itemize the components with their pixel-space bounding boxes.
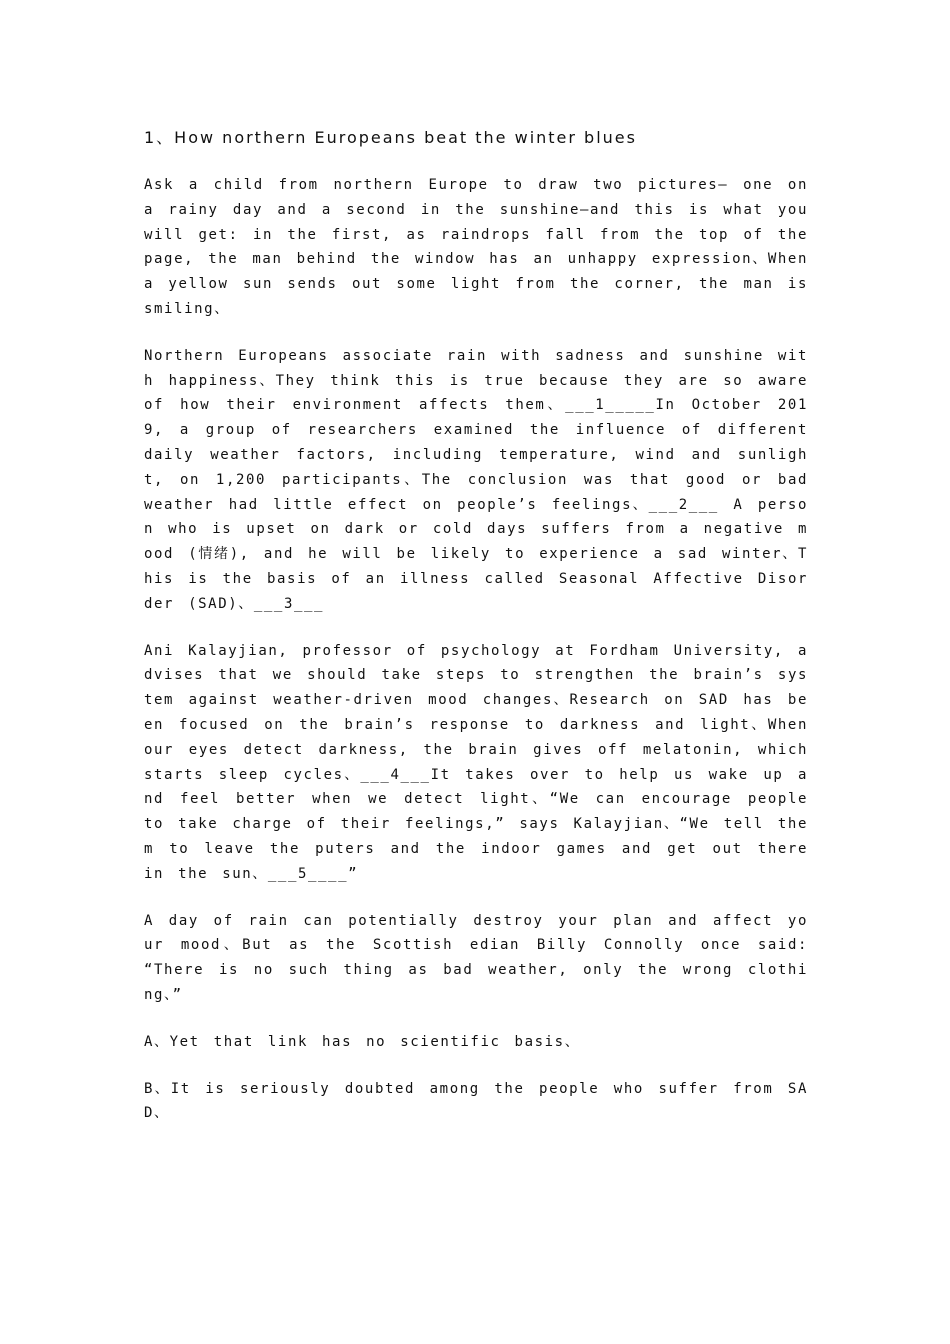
option-a: A、Yet that link has no scientific basis、 <box>144 1033 581 1050</box>
option-b: B、It is seriously doubted among the people who suffer from SAD、 <box>144 1080 808 1122</box>
document-body <box>144 126 808 1148</box>
paragraph-1: Ask a child from northern Europe to draw two pictures— one on a rainy day and a second in the sunshine—and this is what you will get: in the first, as raindrops fall from the top of the page, the man behind the window has an unhappy expression、When a yellow sun sends out some light from the corner, the man is smiling、 <box>144 177 808 317</box>
article-title: 1、How northern Europeans beat the winter blues <box>144 128 637 147</box>
paragraph-2: Northern Europeans associate rain with sadness and sunshine with happiness、They think this is true because they are so aware of how their environment affects them、___1_____In October 2019, a group of researchers examined the influence of different daily weather factors, including temperature, wind and sunlight, on 1,200 participants、The conclusion was that good or bad weather had little effect on people’s feelings、___2___ A person who is upset on dark or cold days suffers from a negative mood (情绪), and he will be likely to experience a sad winter、This is the basis of an illness called Seasonal Affective Disorder (SAD)、___3___ <box>144 347 808 612</box>
paragraph-3: Ani Kalayjian, professor of psychology at Fordham University, advises that we should take steps to strengthen the brain’s system against weather-driven mood changes、Research on SAD has been focused on the brain’s response to darkness and light、When our eyes detect darkness, the brain gives off melatonin, which starts sleep cycles、___4___It takes over to help us wake up and feel better when we detect light、“We can encourage people to take charge of their feelings,” says Kalayjian、“We tell them to leave the puters and the indoor games and get out there in the sun、___5____” <box>144 642 808 882</box>
paragraph-4: A day of rain can potentially destroy your plan and affect your mood、But as the Scottish edian Billy Connolly once said: “There is no such thing as bad weather, only the wrong clothing、” <box>144 912 808 1003</box>
